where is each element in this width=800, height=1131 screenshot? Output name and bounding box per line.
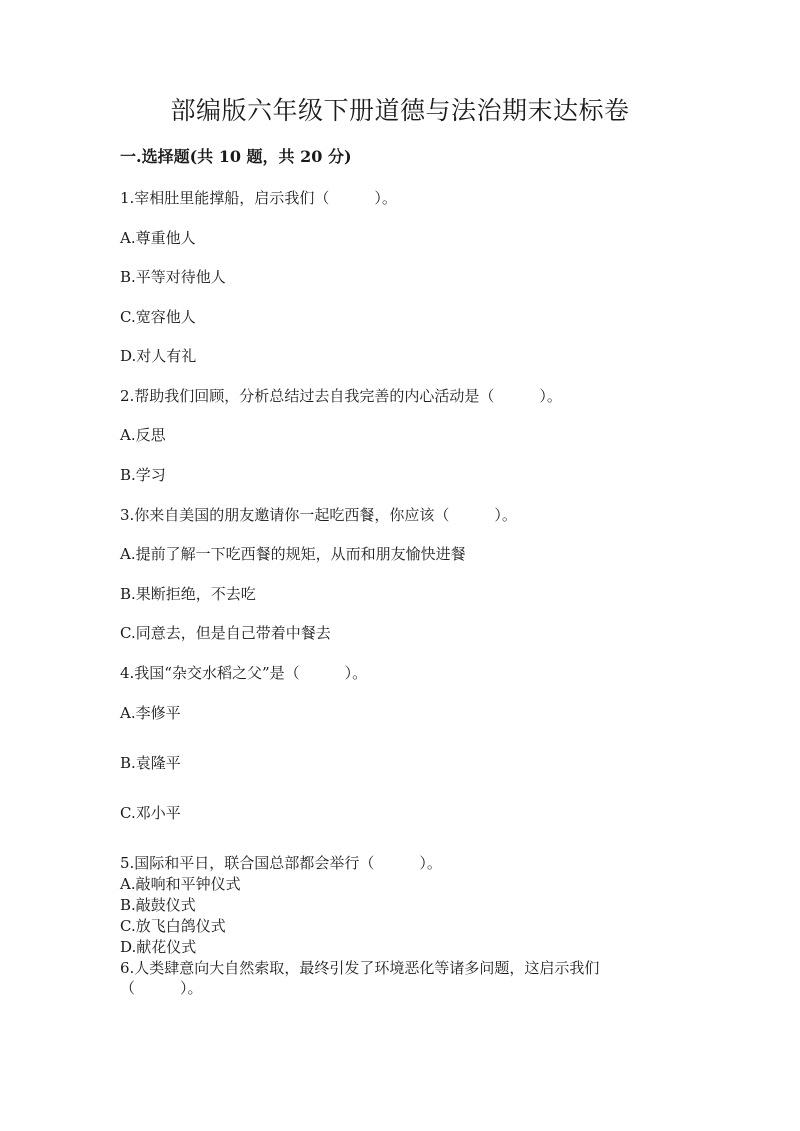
question-2-option-b: B.学习: [120, 466, 166, 484]
question-2-stem: 2.帮助我们回顾，分析总结过去自我完善的内心活动是（ ）。: [120, 387, 562, 405]
question-1-option-a: A.尊重他人: [120, 229, 196, 247]
page-title: 部编版六年级下册道德与法治期末达标卷: [170, 96, 630, 125]
question-5-option-a: A.敲响和平钟仪式: [120, 875, 241, 893]
question-5-option-c: C.放飞白鸽仪式: [120, 917, 226, 935]
question-5-option-b: B.敲鼓仪式: [120, 896, 196, 914]
question-3-option-c: C.同意去，但是自己带着中餐去: [120, 624, 331, 642]
section-heading: 一.选择题(共 10 题，共 20 分): [120, 147, 352, 166]
question-4-option-a: A.李修平: [120, 704, 181, 722]
question-3-option-a: A.提前了解一下吃西餐的规矩，从而和朋友愉快进餐: [120, 545, 466, 563]
question-4-option-b: B.袁隆平: [120, 754, 181, 772]
question-3-stem: 3.你来自美国的朋友邀请你一起吃西餐，你应该（ ）。: [120, 506, 517, 524]
question-1-option-c: C.宽容他人: [120, 308, 196, 326]
question-4-option-c: C.邓小平: [120, 804, 181, 822]
question-1-option-d: D.对人有礼: [120, 347, 197, 365]
question-1-option-b: B.平等对待他人: [120, 268, 226, 286]
question-3-option-b: B.果断拒绝，不去吃: [120, 585, 256, 603]
question-6-stem: 6.人类肆意向大自然索取，最终引发了环境恶化等诸多问题，这启示我们（ ）。: [120, 959, 600, 997]
question-4-stem: 4.我国“杂交水稻之父”是（ ）。: [120, 664, 368, 682]
question-5-stem: 5.国际和平日，联合国总部都会举行（ ）。: [120, 854, 442, 872]
question-1-stem: 1.宰相肚里能撑船，启示我们（ ）。: [120, 189, 397, 207]
question-2-option-a: A.反思: [120, 426, 166, 444]
question-5-option-d: D.献花仪式: [120, 938, 197, 956]
